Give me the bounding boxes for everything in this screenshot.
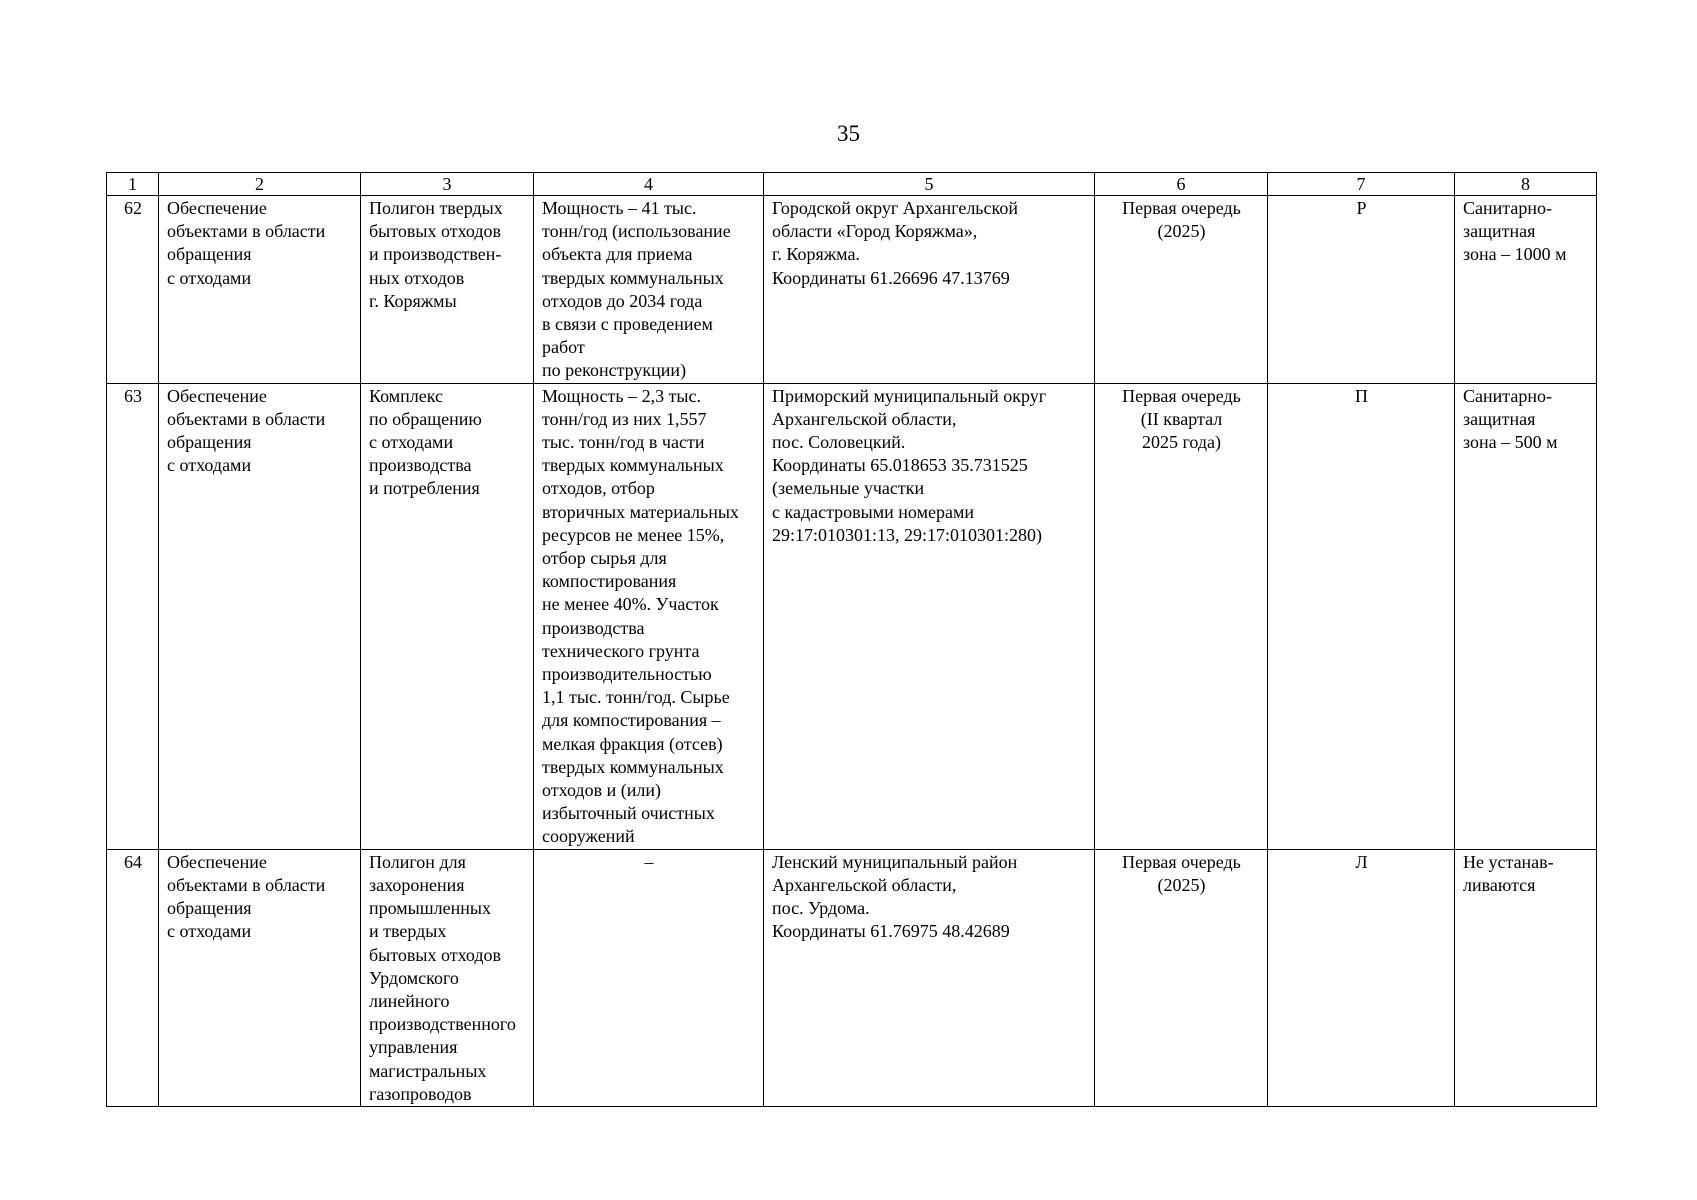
stage-cell [1095,849,1268,1106]
stage-cell [1095,383,1268,849]
cell-text-line: отходов, отбор [542,478,655,499]
cell-text-line: ных отходов [369,267,465,288]
cell-text-line: в связи с проведением [542,314,713,335]
cell-text-line: отбор сырья для [542,548,667,569]
cell-text-line: зона – 1000 м [1463,244,1567,265]
cell-text-line: по реконструкции) [542,360,687,381]
cell-text-line: работ [542,337,585,358]
purpose-cell [159,849,361,1106]
cell-text-line: Не устанав- [1463,851,1554,872]
cell-text-line: Полигон для [369,851,466,872]
characteristics-cell [534,196,764,384]
cell-text-line: технического грунта [542,640,700,661]
cell-text-line: объектами в области [167,408,326,429]
cell-text-line: Первая очередь [1122,851,1241,872]
column-number: 6 [1095,173,1268,196]
cell-text-line: тыс. тонн/год в части [542,432,705,453]
cell-text-line: Архангельской области, [772,408,957,429]
page-number: 35 [837,121,860,146]
cell-text-line: Ленский муниципальный район [772,851,1018,872]
cell-text-line: (2025) [1157,874,1206,895]
object-name-cell [361,196,534,384]
cell-text-line: г. Коряжма. [772,244,860,265]
column-number: 1 [107,173,159,196]
cell-text-line: пос. Урдома. [772,898,870,919]
purpose-cell [159,196,361,384]
cell-text-line: и производствен- [369,244,502,265]
cell-text-line: по обращению [369,408,482,429]
cell-text-line: объектами в области [167,221,326,242]
cell-text-line: Обеспечение [167,851,267,872]
cell-text-line: тонн/год (использование [542,221,731,242]
cell-text-line: отходов и (или) [542,780,661,801]
cell-text-line: ливаются [1463,874,1536,895]
cell-text-line: газопроводов [369,1083,472,1104]
column-number: 2 [159,173,361,196]
zone-cell [1455,383,1597,849]
cell-text-line: твердых коммунальных [542,267,724,288]
cell-text-line: с кадастровыми номерами [772,501,974,522]
cell-text-line: (земельные участки [772,478,925,499]
cell-text-line: с отходами [167,267,252,288]
cell-text-line: ресурсов не менее 15%, [542,524,725,545]
cell-text-line: (II квартал [1140,408,1223,429]
cell-text-line: тонн/год из них 1,557 [542,408,707,429]
cell-text-line: для компостирования – [542,710,721,731]
cell-text-line: и потребления [369,478,480,499]
column-number: 3 [361,173,534,196]
cell-text-line: области «Город Коряжма», [772,221,978,242]
cell-text-line: магистральных [369,1060,487,1081]
cell-text-line: Обеспечение [167,198,267,218]
column-number: 5 [764,173,1095,196]
cell-text-line: 2025 года) [1141,432,1222,453]
cell-text-line: производства [542,617,645,638]
cell-text-line: управления [369,1037,458,1058]
cell-text-line: Полигон твердых [369,198,503,218]
cell-text-line: захоронения [369,874,465,895]
cell-text-line: Урдомского [369,967,459,988]
purpose-cell [159,383,361,849]
status-cell: Л [1268,849,1455,1106]
cell-text-line: – [644,851,654,872]
zone-cell [1455,196,1597,384]
cell-text-line: Координаты 61.76975 48.42689 [772,921,1010,942]
cell-text-line: отходов до 2034 года [542,290,703,311]
characteristics-cell [534,849,764,1106]
cell-text-line: твердых коммунальных [542,756,724,777]
cell-text-line: Мощность – 41 тыс. [542,198,697,218]
row-number-cell: 62 [107,196,159,384]
cell-text-line: обращения [167,432,252,453]
cell-text-line: защитная [1463,221,1536,242]
cell-text-line: Городской округ Архангельской [772,198,1018,218]
cell-text-line: с отходами [167,921,252,942]
cell-text-line: бытовых отходов [369,944,502,965]
column-number: 4 [534,173,764,196]
cell-text-line: объекта для приема [542,244,693,265]
cell-text-line: с отходами [167,455,252,476]
objects-table [106,172,1597,1107]
cell-text-line: избыточный очистных [542,803,715,824]
cell-text-line: 29:17:010301:13, 29:17:010301:280) [772,524,1042,545]
cell-text-line: Комплекс [369,385,444,406]
cell-text-line: Координаты 65.018653 35.731525 [772,455,1028,476]
location-cell [764,383,1095,849]
cell-text-line: производительностью [542,664,712,685]
cell-text-line: 1,1 тыс. тонн/год. Сырье [542,687,730,708]
characteristics-cell [534,383,764,849]
table-row [107,849,1597,1106]
table-row [107,383,1597,849]
cell-text-line: обращения [167,244,252,265]
row-number-cell: 63 [107,383,159,849]
location-cell [764,849,1095,1106]
status-cell: Р [1268,196,1455,384]
cell-text-line: г. Коряжмы [369,290,457,311]
row-number-cell: 64 [107,849,159,1106]
cell-text-line: Мощность – 2,3 тыс. [542,385,702,406]
cell-text-line: Санитарно- [1463,198,1552,218]
object-name-cell [361,849,534,1106]
cell-text-line: обращения [167,898,252,919]
cell-text-line: бытовых отходов [369,221,502,242]
status-cell: П [1268,383,1455,849]
column-number: 7 [1268,173,1455,196]
stage-cell [1095,196,1268,384]
cell-text-line: производства [369,455,472,476]
cell-text-line: не менее 40%. Участок [542,594,719,615]
cell-text-line: пос. Соловецкий. [772,432,906,453]
cell-text-line: Приморский муниципальный округ [772,385,1047,406]
zone-cell [1455,849,1597,1106]
cell-text-line: мелкая фракция (отсев) [542,733,723,754]
column-number: 8 [1455,173,1597,196]
column-number-row [107,173,1597,196]
cell-text-line: твердых коммунальных [542,455,724,476]
cell-text-line: промышленных [369,898,491,919]
cell-text-line: и твердых [369,921,447,942]
cell-text-line: объектами в области [167,874,326,895]
table-row [107,196,1597,384]
cell-text-line: Санитарно- [1463,385,1552,406]
cell-text-line: Архангельской области, [772,874,957,895]
cell-text-line: защитная [1463,408,1536,429]
cell-text-line: производственного [369,1014,516,1035]
cell-text-line: линейного [369,990,450,1011]
cell-text-line: вторичных материальных [542,501,739,522]
cell-text-line: Первая очередь [1122,385,1241,406]
cell-text-line: с отходами [369,432,454,453]
cell-text-line: Обеспечение [167,385,267,406]
cell-text-line: компостирования [542,571,677,592]
cell-text-line: Координаты 61.26696 47.13769 [772,267,1010,288]
location-cell [764,196,1095,384]
cell-text-line: (2025) [1157,221,1206,242]
cell-text-line: зона – 500 м [1463,432,1558,453]
cell-text-line: Первая очередь [1122,198,1241,218]
object-name-cell [361,383,534,849]
cell-text-line: сооружений [542,826,635,847]
